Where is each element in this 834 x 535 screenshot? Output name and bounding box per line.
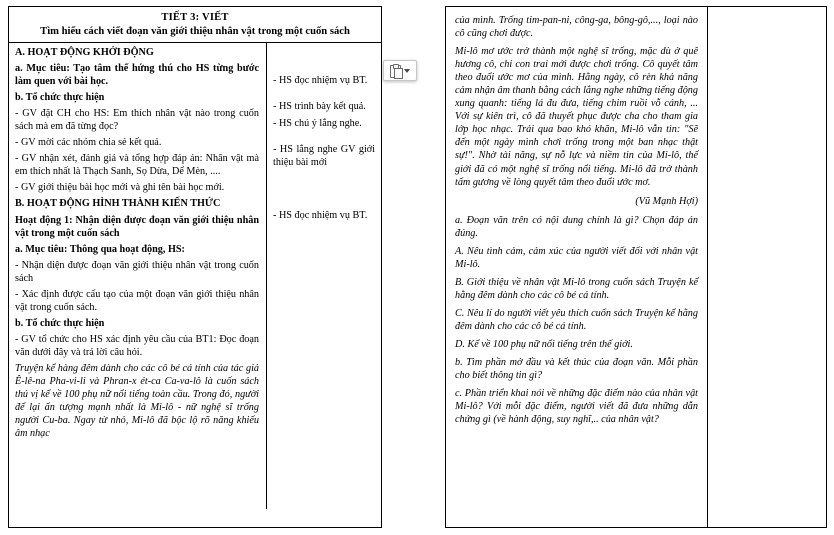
paragraph: của mình. Trống tim-pan-ni, công-ga, bông-gô,..., loại nào cô cũng chơi được.	[455, 15, 698, 40]
paragraph: - GV nhận xét, đánh giá và tổng hợp đáp án: Nhân vật mà em thích nhất là Thạch Sanh, Sọ Dừa, Dế Mèn, ....	[15, 153, 259, 178]
clipboard-icon	[390, 64, 401, 77]
paragraph: - GV giới thiệu bài học mới và ghi tên bài học mới.	[15, 182, 225, 194]
paragraph: A. HOẠT ĐỘNG KHỞI ĐỘNG	[15, 47, 154, 58]
chevron-down-icon[interactable]	[404, 69, 410, 73]
paragraph: Hoạt động 1: Nhận diện được đoạn văn giới thiệu nhân vật trong một cuốn sách	[15, 214, 259, 239]
paragraph: b. Tổ chức thực hiện	[15, 317, 105, 329]
paragraph: a. Mục tiêu: Tạo tâm thế hứng thú cho HS từng bước làm quen với bài học.	[15, 63, 259, 88]
paragraph: - HS chú ý lắng nghe.	[273, 118, 362, 130]
paragraph: - HS trình bày kết quả.	[273, 101, 366, 113]
paragraph: - Nhận diện được đoạn văn giới thiệu nhân vật trong cuốn sách	[15, 259, 259, 284]
activity-content-column	[9, 43, 267, 509]
paragraph: - GV mời các nhóm chia sẻ kết quả.	[15, 137, 162, 149]
paragraph: - HS đọc nhiệm vụ BT.	[273, 210, 368, 222]
right-content-column	[446, 7, 708, 527]
paragraph: - HS đọc nhiệm vụ BT.	[273, 75, 368, 86]
right-document-table	[445, 6, 827, 528]
paragraph: A. Nêu tình cảm, cảm xúc của người viết đối với nhân vật Mi-lô.	[455, 245, 698, 270]
left-columns	[9, 43, 381, 509]
student-activity-column	[267, 43, 381, 509]
paragraph: - GV đặt CH cho HS: Em thích nhân vật nào trong cuốn sách mà em đã từng đọc?	[15, 108, 259, 133]
paragraph: a. Mục tiêu: Thông qua hoạt động, HS:	[15, 243, 185, 255]
paragraph: - Xác định được cấu tạo của một đoạn văn giới thiệu nhân vật trong cuốn sách.	[15, 288, 259, 313]
paragraph: - GV tổ chức cho HS xác định yêu cầu của BT1: Đọc đoạn văn dưới đây và trả lời câu hỏi.	[15, 333, 259, 358]
paragraph: - HS lắng nghe GV giới thiệu bài mới	[273, 144, 375, 169]
paragraph: D. Kể về 100 phụ nữ nổi tiếng trên thế giới.	[455, 339, 633, 351]
author-attribution: (Vũ Mạnh Hợi)	[635, 195, 698, 207]
right-empty-column	[708, 7, 827, 527]
paste-options-button[interactable]	[383, 60, 417, 81]
paragraph: Truyện kể hàng đêm dành cho các cô bé cá tính của tác giả Ê-lê-na Pha-vi-li và Phran-x ét-ca Ca-va-lô là cuốn sách thú vị kể về 100 phụ nữ nổi tiếng toàn cầu. Trong đó, người để lại ấn tượng mạnh nhất là Mi-lô - nữ nghệ sĩ trống người Cu-ba. Ngay từ nhỏ, Mi-lô đã bộc lộ rõ năng khiếu âm nhạc	[15, 362, 259, 440]
paragraph: C. Nêu lí do người viết yêu thích cuốn sách Truyện kể hằng đêm dành cho các cô bé cá tính.	[455, 307, 698, 332]
left-document-table	[8, 6, 382, 528]
paragraph: Mi-lô mơ ước trở thành một nghệ sĩ trống, mặc dù ở quê hương cô, chỉ con trai mới được chơi trống. Cô quyết tâm theo đuổi ước mơ của mình. Hằng ngày, cô rèn khả năng cảm nhận âm thanh bằng cách lắng nghe những tiếng động xung quanh: tiếng lá đu đưa, tiếng chim ruồi vỗ cánh, ... Với sự kiên trì, cô đã thuyết phục được cha cho tham gia lớp học nhạc. Trải qua bao khó khăn, Mi-lô vẫn tin: "Sẽ đến một ngày mình chơi trống trong một ban nhạc thật sự!". Nhờ tài năng, sự nỗ lực và niềm tin của Mi-lô, thế giới đã có một nghệ sĩ trống nổi tiếng. Mi-lô đã trở thành tấm gương về lòng quyết tâm theo đuổi ước mơ.	[455, 46, 698, 188]
paragraph: c. Phần triển khai nói về những đặc điểm nào của nhân vật Mi-lô? Với mỗi đặc điểm, người viết đã đưa những dẫn chứng gì (về hành động, suy nghĩ,.. của nhân vật?	[455, 388, 698, 426]
paragraph: b. Tìm phần mở đầu và kết thúc của đoạn văn. Mỗi phần cho biết thông tin gì?	[455, 357, 698, 382]
paragraph: b. Tổ chức thực hiện	[15, 92, 105, 104]
paragraph: a. Đoạn văn trên có nội dung chính là gì? Chọn đáp án đúng.	[455, 214, 698, 239]
paragraph: B. HOẠT ĐỘNG HÌNH THÀNH KIẾN THỨC	[15, 198, 221, 210]
paragraph: B. Giới thiệu về nhân vật Mi-lô trong cuốn sách Truyện kể hằng đêm dành cho các cô bé cá tính.	[455, 276, 698, 301]
lesson-subtitle: Tìm hiểu cách viết đoạn văn giới thiệu nhân vật trong một cuốn sách	[40, 26, 350, 37]
lesson-title: TIẾT 3: VIẾT	[161, 12, 229, 23]
lesson-title-block	[9, 7, 381, 42]
